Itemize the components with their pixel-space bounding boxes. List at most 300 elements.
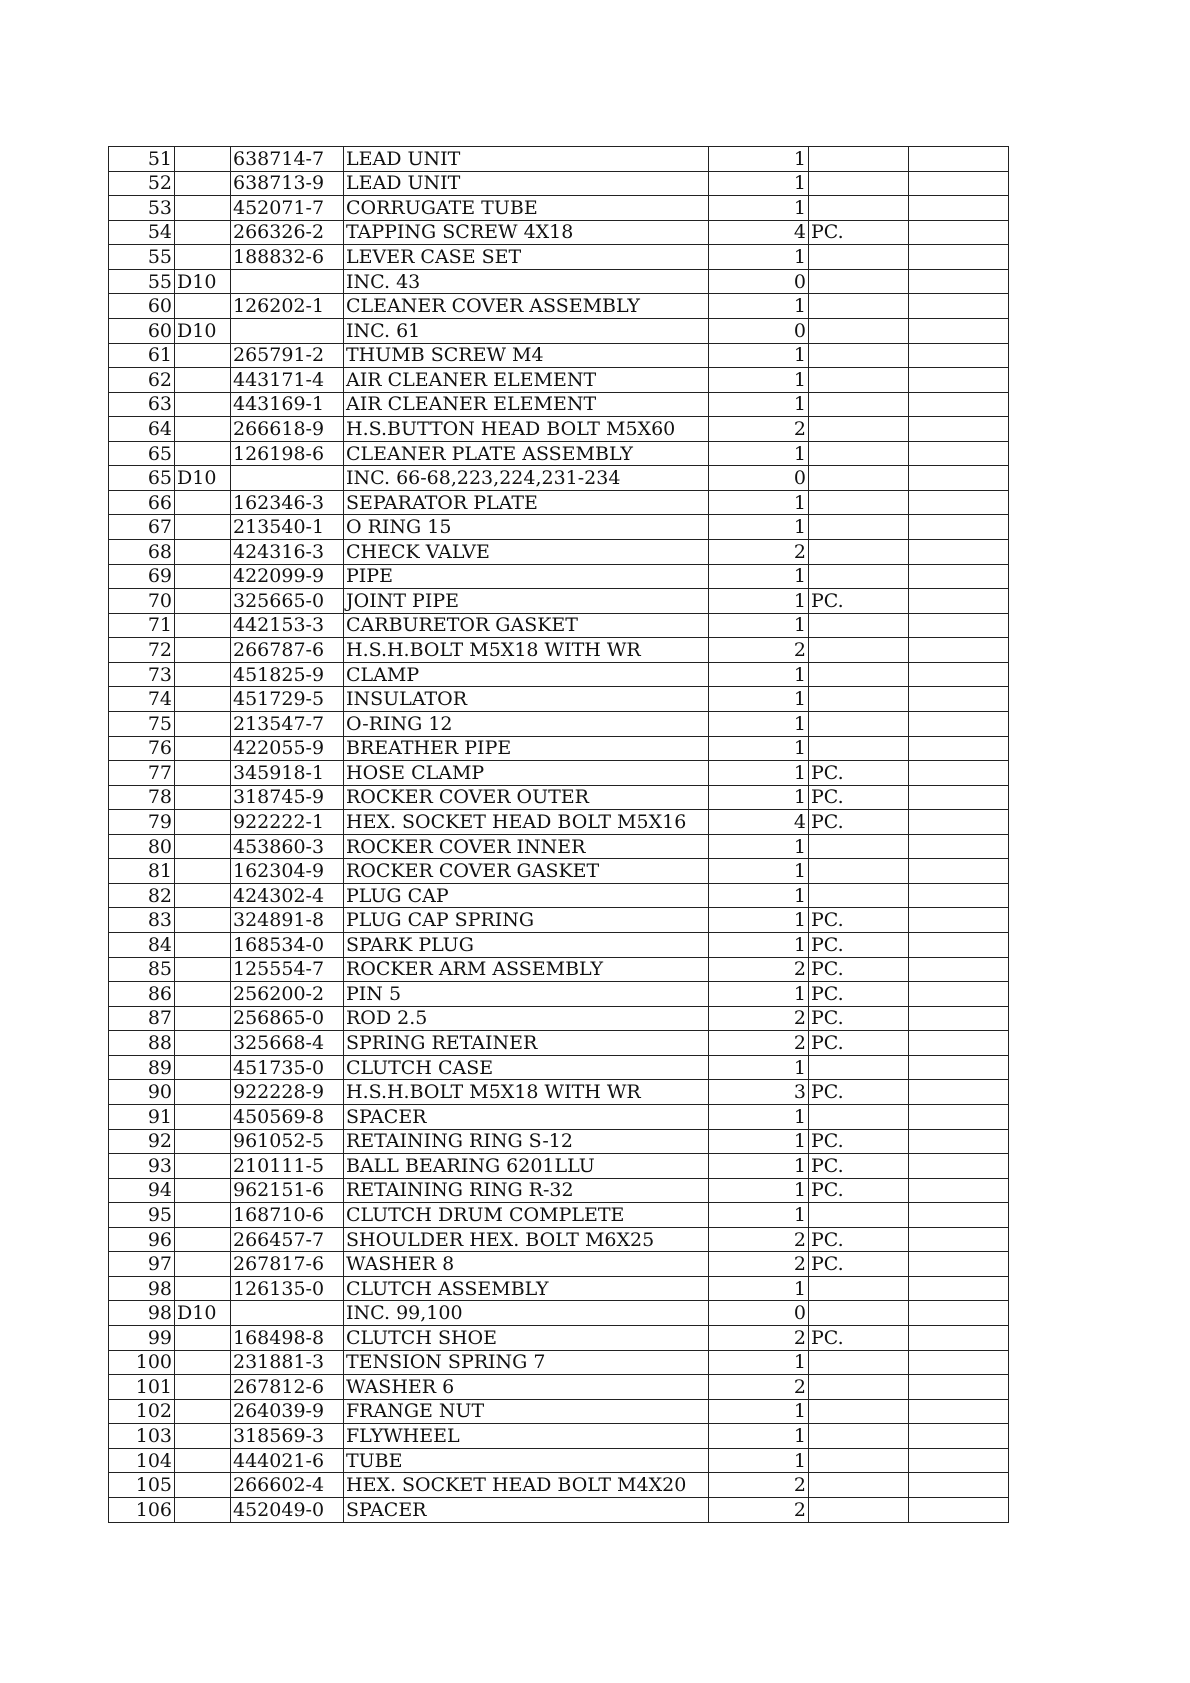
quantity-cell: 2: [709, 1252, 809, 1277]
note-cell: [909, 1178, 1009, 1203]
reference-cell: [175, 1031, 231, 1056]
quantity-cell: 2: [709, 1497, 809, 1522]
reference-cell: [175, 1497, 231, 1522]
quantity-cell: 1: [709, 933, 809, 958]
note-cell: [909, 883, 1009, 908]
note-cell: [909, 785, 1009, 810]
quantity-cell: 1: [709, 245, 809, 270]
description-cell: CLAMP: [344, 662, 709, 687]
reference-cell: [175, 662, 231, 687]
quantity-cell: 2: [709, 540, 809, 565]
item-number-cell: 85: [109, 957, 175, 982]
quantity-cell: 1: [709, 1104, 809, 1129]
description-cell: CLEANER PLATE ASSEMBLY: [344, 441, 709, 466]
reference-cell: [175, 908, 231, 933]
item-number-cell: 51: [109, 147, 175, 172]
unit-cell: PC.: [809, 1154, 909, 1179]
part-number-cell: 443171-4: [231, 368, 344, 393]
parts-row: [109, 1473, 1009, 1498]
reference-cell: [175, 515, 231, 540]
quantity-cell: 1: [709, 883, 809, 908]
part-number-cell: 450569-8: [231, 1104, 344, 1129]
part-number-cell: 922222-1: [231, 810, 344, 835]
part-number-cell: 266457-7: [231, 1227, 344, 1252]
item-number-cell: 78: [109, 785, 175, 810]
reference-cell: [175, 490, 231, 515]
unit-cell: PC.: [809, 761, 909, 786]
reference-cell: [175, 392, 231, 417]
description-cell: H.S.H.BOLT M5X18 WITH WR: [344, 638, 709, 663]
parts-row: [109, 1326, 1009, 1351]
note-cell: [909, 515, 1009, 540]
description-cell: LEVER CASE SET: [344, 245, 709, 270]
unit-cell: PC.: [809, 810, 909, 835]
parts-row: [109, 466, 1009, 491]
unit-cell: PC.: [809, 1031, 909, 1056]
quantity-cell: 1: [709, 785, 809, 810]
item-number-cell: 60: [109, 294, 175, 319]
quantity-cell: 1: [709, 1154, 809, 1179]
parts-row: [109, 417, 1009, 442]
part-number-cell: 442153-3: [231, 613, 344, 638]
part-number-cell: 188832-6: [231, 245, 344, 270]
parts-list-table: [108, 146, 1009, 1523]
parts-row: [109, 196, 1009, 221]
parts-row: [109, 1006, 1009, 1031]
quantity-cell: 2: [709, 1326, 809, 1351]
note-cell: [909, 1375, 1009, 1400]
unit-cell: PC.: [809, 908, 909, 933]
reference-cell: D10: [175, 269, 231, 294]
quantity-cell: 1: [709, 736, 809, 761]
unit-cell: PC.: [809, 933, 909, 958]
quantity-cell: 1: [709, 392, 809, 417]
parts-row: [109, 933, 1009, 958]
reference-cell: [175, 540, 231, 565]
unit-cell: [809, 687, 909, 712]
note-cell: [909, 1006, 1009, 1031]
part-number-cell: 961052-5: [231, 1129, 344, 1154]
part-number-cell: 256865-0: [231, 1006, 344, 1031]
unit-cell: [809, 294, 909, 319]
note-cell: [909, 638, 1009, 663]
note-cell: [909, 1473, 1009, 1498]
quantity-cell: 2: [709, 1473, 809, 1498]
parts-row: [109, 810, 1009, 835]
reference-cell: [175, 1006, 231, 1031]
note-cell: [909, 859, 1009, 884]
quantity-cell: 1: [709, 564, 809, 589]
unit-cell: PC.: [809, 589, 909, 614]
note-cell: [909, 711, 1009, 736]
quantity-cell: 1: [709, 294, 809, 319]
note-cell: [909, 147, 1009, 172]
item-number-cell: 71: [109, 613, 175, 638]
note-cell: [909, 1227, 1009, 1252]
part-number-cell: 922228-9: [231, 1080, 344, 1105]
note-cell: [909, 1424, 1009, 1449]
description-cell: CLUTCH SHOE: [344, 1326, 709, 1351]
reference-cell: D10: [175, 1301, 231, 1326]
note-cell: [909, 933, 1009, 958]
unit-cell: PC.: [809, 982, 909, 1007]
item-number-cell: 87: [109, 1006, 175, 1031]
note-cell: [909, 466, 1009, 491]
note-cell: [909, 490, 1009, 515]
note-cell: [909, 196, 1009, 221]
description-cell: PIN 5: [344, 982, 709, 1007]
description-cell: CLUTCH CASE: [344, 1055, 709, 1080]
quantity-cell: 1: [709, 1448, 809, 1473]
note-cell: [909, 1301, 1009, 1326]
item-number-cell: 83: [109, 908, 175, 933]
unit-cell: [809, 736, 909, 761]
note-cell: [909, 662, 1009, 687]
parts-row: [109, 269, 1009, 294]
note-cell: [909, 1276, 1009, 1301]
parts-row: [109, 834, 1009, 859]
reference-cell: D10: [175, 318, 231, 343]
unit-cell: [809, 834, 909, 859]
item-number-cell: 53: [109, 196, 175, 221]
part-number-cell: 168710-6: [231, 1203, 344, 1228]
part-number-cell: [231, 1301, 344, 1326]
note-cell: [909, 834, 1009, 859]
reference-cell: [175, 1276, 231, 1301]
part-number-cell: 443169-1: [231, 392, 344, 417]
part-number-cell: 168498-8: [231, 1326, 344, 1351]
item-number-cell: 63: [109, 392, 175, 417]
reference-cell: [175, 933, 231, 958]
parts-row: [109, 147, 1009, 172]
part-number-cell: 451729-5: [231, 687, 344, 712]
quantity-cell: 2: [709, 1375, 809, 1400]
parts-row: [109, 1350, 1009, 1375]
parts-row: [109, 1276, 1009, 1301]
reference-cell: [175, 711, 231, 736]
parts-row: [109, 982, 1009, 1007]
unit-cell: [809, 1055, 909, 1080]
unit-cell: PC.: [809, 1080, 909, 1105]
reference-cell: [175, 810, 231, 835]
item-number-cell: 55: [109, 245, 175, 270]
quantity-cell: 1: [709, 834, 809, 859]
parts-row: [109, 564, 1009, 589]
item-number-cell: 100: [109, 1350, 175, 1375]
reference-cell: [175, 1178, 231, 1203]
quantity-cell: 2: [709, 417, 809, 442]
part-number-cell: 452049-0: [231, 1497, 344, 1522]
part-number-cell: 266326-2: [231, 220, 344, 245]
unit-cell: [809, 859, 909, 884]
item-number-cell: 103: [109, 1424, 175, 1449]
part-number-cell: 126135-0: [231, 1276, 344, 1301]
unit-cell: [809, 466, 909, 491]
reference-cell: [175, 196, 231, 221]
parts-row: [109, 687, 1009, 712]
reference-cell: [175, 1080, 231, 1105]
quantity-cell: 2: [709, 1031, 809, 1056]
quantity-cell: 1: [709, 1350, 809, 1375]
description-cell: INC. 99,100: [344, 1301, 709, 1326]
reference-cell: [175, 1203, 231, 1228]
part-number-cell: 345918-1: [231, 761, 344, 786]
description-cell: SPRING RETAINER: [344, 1031, 709, 1056]
unit-cell: [809, 1497, 909, 1522]
part-number-cell: 318569-3: [231, 1424, 344, 1449]
description-cell: LEAD UNIT: [344, 147, 709, 172]
unit-cell: [809, 343, 909, 368]
parts-row: [109, 638, 1009, 663]
parts-row: [109, 1497, 1009, 1522]
part-number-cell: 126198-6: [231, 441, 344, 466]
item-number-cell: 60: [109, 318, 175, 343]
description-cell: ROCKER COVER OUTER: [344, 785, 709, 810]
quantity-cell: 1: [709, 515, 809, 540]
unit-cell: [809, 613, 909, 638]
note-cell: [909, 1350, 1009, 1375]
reference-cell: [175, 1473, 231, 1498]
note-cell: [909, 687, 1009, 712]
item-number-cell: 88: [109, 1031, 175, 1056]
unit-cell: [809, 883, 909, 908]
part-number-cell: 168534-0: [231, 933, 344, 958]
note-cell: [909, 171, 1009, 196]
unit-cell: [809, 392, 909, 417]
unit-cell: [809, 490, 909, 515]
description-cell: CARBURETOR GASKET: [344, 613, 709, 638]
note-cell: [909, 1154, 1009, 1179]
description-cell: FLYWHEEL: [344, 1424, 709, 1449]
description-cell: CLUTCH DRUM COMPLETE: [344, 1203, 709, 1228]
part-number-cell: 213540-1: [231, 515, 344, 540]
part-number-cell: 962151-6: [231, 1178, 344, 1203]
note-cell: [909, 1448, 1009, 1473]
parts-row: [109, 294, 1009, 319]
unit-cell: PC.: [809, 1129, 909, 1154]
item-number-cell: 52: [109, 171, 175, 196]
unit-cell: PC.: [809, 1252, 909, 1277]
reference-cell: [175, 761, 231, 786]
parts-row: [109, 785, 1009, 810]
item-number-cell: 98: [109, 1276, 175, 1301]
unit-cell: PC.: [809, 957, 909, 982]
part-number-cell: 267817-6: [231, 1252, 344, 1277]
quantity-cell: 4: [709, 220, 809, 245]
note-cell: [909, 982, 1009, 1007]
quantity-cell: 1: [709, 662, 809, 687]
reference-cell: [175, 220, 231, 245]
unit-cell: [809, 1399, 909, 1424]
item-number-cell: 76: [109, 736, 175, 761]
description-cell: CLUTCH ASSEMBLY: [344, 1276, 709, 1301]
parts-row: [109, 1301, 1009, 1326]
parts-row: [109, 1178, 1009, 1203]
reference-cell: [175, 883, 231, 908]
quantity-cell: 1: [709, 441, 809, 466]
description-cell: CORRUGATE TUBE: [344, 196, 709, 221]
note-cell: [909, 1080, 1009, 1105]
description-cell: CLEANER COVER ASSEMBLY: [344, 294, 709, 319]
quantity-cell: 0: [709, 1301, 809, 1326]
part-number-cell: 162346-3: [231, 490, 344, 515]
quantity-cell: 0: [709, 466, 809, 491]
description-cell: AIR CLEANER ELEMENT: [344, 392, 709, 417]
unit-cell: [809, 1276, 909, 1301]
quantity-cell: 1: [709, 761, 809, 786]
item-number-cell: 93: [109, 1154, 175, 1179]
item-number-cell: 98: [109, 1301, 175, 1326]
parts-row: [109, 368, 1009, 393]
parts-row: [109, 1031, 1009, 1056]
description-cell: INSULATOR: [344, 687, 709, 712]
part-number-cell: 424316-3: [231, 540, 344, 565]
item-number-cell: 105: [109, 1473, 175, 1498]
parts-row: [109, 245, 1009, 270]
reference-cell: [175, 1350, 231, 1375]
unit-cell: [809, 1350, 909, 1375]
parts-row: [109, 1129, 1009, 1154]
item-number-cell: 61: [109, 343, 175, 368]
reference-cell: [175, 1424, 231, 1449]
item-number-cell: 68: [109, 540, 175, 565]
unit-cell: [809, 147, 909, 172]
part-number-cell: 162304-9: [231, 859, 344, 884]
description-cell: HOSE CLAMP: [344, 761, 709, 786]
part-number-cell: 452071-7: [231, 196, 344, 221]
item-number-cell: 73: [109, 662, 175, 687]
quantity-cell: 1: [709, 1399, 809, 1424]
reference-cell: [175, 1326, 231, 1351]
description-cell: AIR CLEANER ELEMENT: [344, 368, 709, 393]
reference-cell: [175, 1227, 231, 1252]
description-cell: BALL BEARING 6201LLU: [344, 1154, 709, 1179]
note-cell: [909, 1031, 1009, 1056]
note-cell: [909, 589, 1009, 614]
unit-cell: [809, 1473, 909, 1498]
item-number-cell: 86: [109, 982, 175, 1007]
reference-cell: [175, 441, 231, 466]
part-number-cell: 266618-9: [231, 417, 344, 442]
reference-cell: [175, 368, 231, 393]
reference-cell: [175, 982, 231, 1007]
parts-row: [109, 1448, 1009, 1473]
unit-cell: [809, 245, 909, 270]
part-number-cell: 638713-9: [231, 171, 344, 196]
parts-row: [109, 1104, 1009, 1129]
unit-cell: PC.: [809, 220, 909, 245]
item-number-cell: 90: [109, 1080, 175, 1105]
item-number-cell: 89: [109, 1055, 175, 1080]
quantity-cell: 1: [709, 1129, 809, 1154]
unit-cell: [809, 441, 909, 466]
parts-row: [109, 662, 1009, 687]
note-cell: [909, 245, 1009, 270]
part-number-cell: 424302-4: [231, 883, 344, 908]
description-cell: ROCKER ARM ASSEMBLY: [344, 957, 709, 982]
parts-row: [109, 1424, 1009, 1449]
quantity-cell: 1: [709, 613, 809, 638]
part-number-cell: [231, 466, 344, 491]
item-number-cell: 66: [109, 490, 175, 515]
unit-cell: [809, 269, 909, 294]
quantity-cell: 2: [709, 638, 809, 663]
quantity-cell: 1: [709, 490, 809, 515]
item-number-cell: 65: [109, 441, 175, 466]
part-number-cell: 444021-6: [231, 1448, 344, 1473]
item-number-cell: 80: [109, 834, 175, 859]
quantity-cell: 0: [709, 318, 809, 343]
note-cell: [909, 1326, 1009, 1351]
note-cell: [909, 761, 1009, 786]
parts-row: [109, 613, 1009, 638]
description-cell: O-RING 12: [344, 711, 709, 736]
reference-cell: [175, 736, 231, 761]
reference-cell: [175, 638, 231, 663]
description-cell: RETAINING RING R-32: [344, 1178, 709, 1203]
note-cell: [909, 540, 1009, 565]
note-cell: [909, 908, 1009, 933]
description-cell: INC. 61: [344, 318, 709, 343]
quantity-cell: 1: [709, 1178, 809, 1203]
item-number-cell: 77: [109, 761, 175, 786]
item-number-cell: 67: [109, 515, 175, 540]
reference-cell: [175, 1375, 231, 1400]
parts-row: [109, 441, 1009, 466]
part-number-cell: 325668-4: [231, 1031, 344, 1056]
description-cell: SEPARATOR PLATE: [344, 490, 709, 515]
part-number-cell: 638714-7: [231, 147, 344, 172]
reference-cell: [175, 343, 231, 368]
parts-row: [109, 490, 1009, 515]
description-cell: BREATHER PIPE: [344, 736, 709, 761]
part-number-cell: 453860-3: [231, 834, 344, 859]
parts-row: [109, 1227, 1009, 1252]
parts-row: [109, 883, 1009, 908]
description-cell: JOINT PIPE: [344, 589, 709, 614]
unit-cell: [809, 711, 909, 736]
item-number-cell: 104: [109, 1448, 175, 1473]
quantity-cell: 1: [709, 196, 809, 221]
part-number-cell: 256200-2: [231, 982, 344, 1007]
unit-cell: [809, 515, 909, 540]
quantity-cell: 1: [709, 1424, 809, 1449]
note-cell: [909, 736, 1009, 761]
reference-cell: D10: [175, 466, 231, 491]
part-number-cell: 125554-7: [231, 957, 344, 982]
part-number-cell: 213547-7: [231, 711, 344, 736]
item-number-cell: 97: [109, 1252, 175, 1277]
reference-cell: [175, 957, 231, 982]
description-cell: PLUG CAP SPRING: [344, 908, 709, 933]
reference-cell: [175, 564, 231, 589]
item-number-cell: 81: [109, 859, 175, 884]
parts-row: [109, 540, 1009, 565]
unit-cell: [809, 564, 909, 589]
reference-cell: [175, 613, 231, 638]
quantity-cell: 2: [709, 1006, 809, 1031]
quantity-cell: 1: [709, 1055, 809, 1080]
item-number-cell: 99: [109, 1326, 175, 1351]
note-cell: [909, 343, 1009, 368]
description-cell: TUBE: [344, 1448, 709, 1473]
description-cell: WASHER 6: [344, 1375, 709, 1400]
unit-cell: [809, 1448, 909, 1473]
item-number-cell: 54: [109, 220, 175, 245]
part-number-cell: 451735-0: [231, 1055, 344, 1080]
description-cell: WASHER 8: [344, 1252, 709, 1277]
item-number-cell: 74: [109, 687, 175, 712]
